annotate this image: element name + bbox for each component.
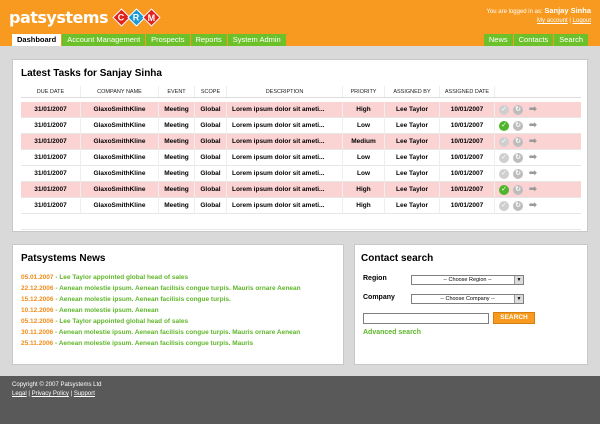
- footer-links: [12, 391, 95, 397]
- reassign-icon[interactable]: ↻: [513, 185, 523, 195]
- cell-assigned-date: 10/01/2007: [440, 150, 495, 166]
- news-item[interactable]: [21, 272, 301, 283]
- cell-priority: Low: [343, 166, 385, 182]
- news-item[interactable]: [21, 305, 301, 316]
- company-select[interactable]: [411, 294, 524, 304]
- region-label: Region: [363, 275, 387, 282]
- reassign-icon[interactable]: ↻: [513, 201, 523, 211]
- cell-assigned-by: Lee Taylor: [385, 150, 440, 166]
- cell-scope: Global: [195, 198, 227, 214]
- complete-check-icon[interactable]: ✓: [499, 153, 509, 163]
- cell-description: Lorem ipsum dolor sit ameti...: [227, 198, 343, 214]
- region-select[interactable]: [411, 275, 524, 285]
- cell-priority: Low: [343, 118, 385, 134]
- complete-check-icon[interactable]: ✓: [499, 201, 509, 211]
- cell-company-name: GlaxoSmithKline: [81, 118, 159, 134]
- tab-dashboard[interactable]: Dashboard: [12, 34, 62, 46]
- complete-check-icon[interactable]: ✓: [499, 105, 509, 115]
- cell-assigned-by: Lee Taylor: [385, 134, 440, 150]
- cell-description: Lorem ipsum dolor sit ameti...: [227, 102, 343, 118]
- footer-separator: |: [68, 391, 74, 397]
- cell-assigned-date: 10/01/2007: [440, 182, 495, 198]
- cell-priority: Low: [343, 150, 385, 166]
- tab-prospects[interactable]: Prospects: [146, 34, 190, 46]
- cell-priority: Medium: [343, 134, 385, 150]
- tab-system-admin[interactable]: System Admin: [228, 34, 287, 46]
- go-arrow-icon[interactable]: ➡: [528, 200, 538, 211]
- cell-assigned-by: Lee Taylor: [385, 118, 440, 134]
- row-actions: [495, 185, 581, 195]
- col-scope[interactable]: SCOPE: [195, 86, 227, 97]
- cell-scope: Global: [195, 118, 227, 134]
- complete-check-icon[interactable]: ✓: [499, 137, 509, 147]
- go-arrow-icon[interactable]: ➡: [528, 104, 538, 115]
- news-item[interactable]: [21, 338, 301, 349]
- crm-letter-r: R: [127, 8, 145, 26]
- col-company-name[interactable]: COMPANY NAME: [81, 86, 159, 97]
- logo-text: patsystems: [9, 7, 109, 27]
- go-arrow-icon[interactable]: ➡: [528, 168, 538, 179]
- go-arrow-icon[interactable]: ➡: [528, 136, 538, 147]
- col-priority[interactable]: PRIORITY: [343, 86, 385, 97]
- crm-logo: [114, 11, 159, 24]
- news-panel: [12, 244, 344, 365]
- news-list: [21, 272, 301, 349]
- cell-assigned-date: 10/01/2007: [440, 166, 495, 182]
- cell-due-date: 31/01/2007: [21, 166, 81, 182]
- cell-description: Lorem ipsum dolor sit ameti...: [227, 182, 343, 198]
- complete-check-icon[interactable]: ✓: [499, 121, 509, 131]
- cell-due-date: 31/01/2007: [21, 150, 81, 166]
- news-date: 05.01.2007: [21, 274, 54, 281]
- cell-company-name: GlaxoSmithKline: [81, 182, 159, 198]
- table-row[interactable]: [21, 182, 581, 198]
- footer: [0, 376, 600, 424]
- cell-scope: Global: [195, 182, 227, 198]
- tab-search[interactable]: Search: [553, 34, 588, 46]
- news-date: 22.12.2006: [21, 285, 54, 292]
- news-item[interactable]: [21, 283, 301, 294]
- cell-scope: Global: [195, 166, 227, 182]
- contact-search-panel: [354, 244, 588, 365]
- cell-company-name: GlaxoSmithKline: [81, 134, 159, 150]
- tab-reports[interactable]: Reports: [191, 34, 228, 46]
- cell-event: Meeting: [159, 198, 195, 214]
- news-date: 30.11.2006: [21, 329, 54, 336]
- cell-assigned-date: 10/01/2007: [440, 118, 495, 134]
- col-due-date[interactable]: DUE DATE: [21, 86, 81, 97]
- company-select-value: -- Choose Company --: [440, 296, 495, 302]
- cell-assigned-date: 10/01/2007: [440, 102, 495, 118]
- chevron-down-icon: ▼: [514, 276, 523, 284]
- go-arrow-icon[interactable]: ➡: [528, 184, 538, 195]
- cell-event: Meeting: [159, 134, 195, 150]
- contact-search-input[interactable]: [363, 313, 489, 324]
- news-item[interactable]: [21, 294, 301, 305]
- tasks-title: Latest Tasks for Sanjay Sinha: [21, 68, 162, 79]
- complete-check-icon[interactable]: ✓: [499, 169, 509, 179]
- login-info: [486, 6, 591, 26]
- news-date: 15.12.2006: [21, 296, 54, 303]
- cell-assigned-by: Lee Taylor: [385, 198, 440, 214]
- table-row[interactable]: [21, 102, 581, 118]
- region-select-value: -- Choose Region --: [443, 277, 492, 283]
- cell-company-name: GlaxoSmithKline: [81, 198, 159, 214]
- support-link[interactable]: Support: [73, 391, 95, 397]
- logged-in-label: You are logged in as:: [486, 9, 543, 15]
- table-row[interactable]: [21, 166, 581, 182]
- secondary-nav: [483, 34, 588, 46]
- copyright: Copyright © 2007 Patsystems Ltd: [12, 382, 102, 388]
- cell-assigned-by: Lee Taylor: [385, 166, 440, 182]
- news-headline: - Aenean molestie ipsum. Aenean facilisis congue turpis. Mauris ornare Aenean: [53, 285, 301, 292]
- cell-assigned-by: Lee Taylor: [385, 102, 440, 118]
- reassign-icon[interactable]: ↻: [513, 105, 523, 115]
- news-headline: - Aenean molestie ipsum. Aenean facilisis congue turpis. Mauris ornare Aenean: [53, 329, 301, 336]
- tasks-panel: [12, 59, 588, 232]
- row-actions: [495, 121, 581, 131]
- cell-description: Lorem ipsum dolor sit ameti...: [227, 118, 343, 134]
- cell-event: Meeting: [159, 118, 195, 134]
- news-headline: - Aenean molestie ipsum. Aenean: [53, 307, 159, 314]
- cell-assigned-by: Lee Taylor: [385, 182, 440, 198]
- link-separator: |: [569, 18, 571, 24]
- privacy-policy-link[interactable]: Privacy Policy: [31, 391, 69, 397]
- cell-description: Lorem ipsum dolor sit ameti...: [227, 150, 343, 166]
- col-actions: [495, 86, 581, 97]
- reassign-icon[interactable]: ↻: [513, 169, 523, 179]
- cell-due-date: 31/01/2007: [21, 134, 81, 150]
- cell-priority: High: [343, 198, 385, 214]
- table-row[interactable]: [21, 198, 581, 214]
- row-actions: [495, 169, 581, 179]
- table-row[interactable]: [21, 118, 581, 134]
- my-account-link[interactable]: My account: [537, 18, 568, 24]
- tasks-table-header: [21, 86, 581, 98]
- cell-description: Lorem ipsum dolor sit ameti...: [227, 166, 343, 182]
- cell-assigned-date: 10/01/2007: [440, 134, 495, 150]
- main-nav: [12, 34, 287, 46]
- company-label: Company: [363, 294, 395, 301]
- news-date: 25.11.2006: [21, 340, 54, 347]
- user-name: Sanjay Sinha: [544, 6, 591, 15]
- cell-due-date: 31/01/2007: [21, 118, 81, 134]
- tab-contacts[interactable]: Contacts: [513, 34, 554, 46]
- row-actions: [495, 105, 581, 115]
- cell-event: Meeting: [159, 182, 195, 198]
- tab-account-management[interactable]: Account Management: [62, 34, 146, 46]
- table-row[interactable]: [21, 150, 581, 166]
- cell-priority: High: [343, 182, 385, 198]
- col-event[interactable]: EVENT: [159, 86, 195, 97]
- crm-letter-m: M: [142, 8, 160, 26]
- news-headline: - Aenean molestie ipsum. Aenean facilisis congue turpis. Mauris: [53, 340, 254, 347]
- news-date: 10.12.2006: [21, 307, 54, 314]
- cell-company-name: GlaxoSmithKline: [81, 102, 159, 118]
- row-actions: [495, 153, 581, 163]
- reassign-icon[interactable]: ↻: [513, 153, 523, 163]
- cell-scope: Global: [195, 134, 227, 150]
- cell-due-date: 31/01/2007: [21, 182, 81, 198]
- contact-search-title: Contact search: [361, 253, 434, 264]
- news-title: Patsystems News: [21, 253, 106, 264]
- logout-link[interactable]: Logout: [572, 18, 591, 24]
- cell-scope: Global: [195, 150, 227, 166]
- cell-company-name: GlaxoSmithKline: [81, 166, 159, 182]
- cell-due-date: 31/01/2007: [21, 102, 81, 118]
- cell-event: Meeting: [159, 102, 195, 118]
- go-arrow-icon[interactable]: ➡: [528, 120, 538, 131]
- cell-due-date: 31/01/2007: [21, 198, 81, 214]
- col-assigned-by[interactable]: ASSIGNED BY: [385, 86, 440, 97]
- reassign-icon[interactable]: ↻: [513, 137, 523, 147]
- col-description[interactable]: DESCRIPTION: [227, 86, 343, 97]
- tab-news[interactable]: News: [483, 34, 513, 46]
- news-item[interactable]: [21, 327, 301, 338]
- news-headline: - Lee Taylor appointed global head of sales: [53, 318, 189, 325]
- news-headline: - Lee Taylor appointed global head of sales: [53, 274, 189, 281]
- tasks-table-body: [21, 102, 581, 230]
- crm-letter-c: C: [112, 8, 130, 26]
- legal-link[interactable]: Legal: [12, 391, 27, 397]
- cell-company-name: GlaxoSmithKline: [81, 150, 159, 166]
- cell-event: Meeting: [159, 166, 195, 182]
- cell-assigned-date: 10/01/2007: [440, 198, 495, 214]
- search-button[interactable]: SEARCH: [493, 312, 535, 324]
- row-actions: [495, 137, 581, 147]
- cell-priority: High: [343, 102, 385, 118]
- table-row-empty: [21, 214, 581, 230]
- logo[interactable]: [9, 7, 159, 27]
- news-item[interactable]: [21, 316, 301, 327]
- complete-check-icon[interactable]: ✓: [499, 185, 509, 195]
- cell-event: Meeting: [159, 150, 195, 166]
- footer-separator: |: [26, 391, 32, 397]
- cell-scope: Global: [195, 102, 227, 118]
- chevron-down-icon: ▼: [514, 295, 523, 303]
- go-arrow-icon[interactable]: ➡: [528, 152, 538, 163]
- col-assigned-date[interactable]: ASSIGNED DATE: [440, 86, 495, 97]
- header: [0, 0, 600, 46]
- table-row[interactable]: [21, 134, 581, 150]
- cell-description: Lorem ipsum dolor sit ameti...: [227, 134, 343, 150]
- reassign-icon[interactable]: ↻: [513, 121, 523, 131]
- news-headline: - Aenean molestie ipsum. Aenean facilisis congue turpis.: [53, 296, 231, 303]
- row-actions: [495, 201, 581, 211]
- advanced-search-link[interactable]: Advanced search: [363, 329, 421, 336]
- news-date: 05.12.2006: [21, 318, 54, 325]
